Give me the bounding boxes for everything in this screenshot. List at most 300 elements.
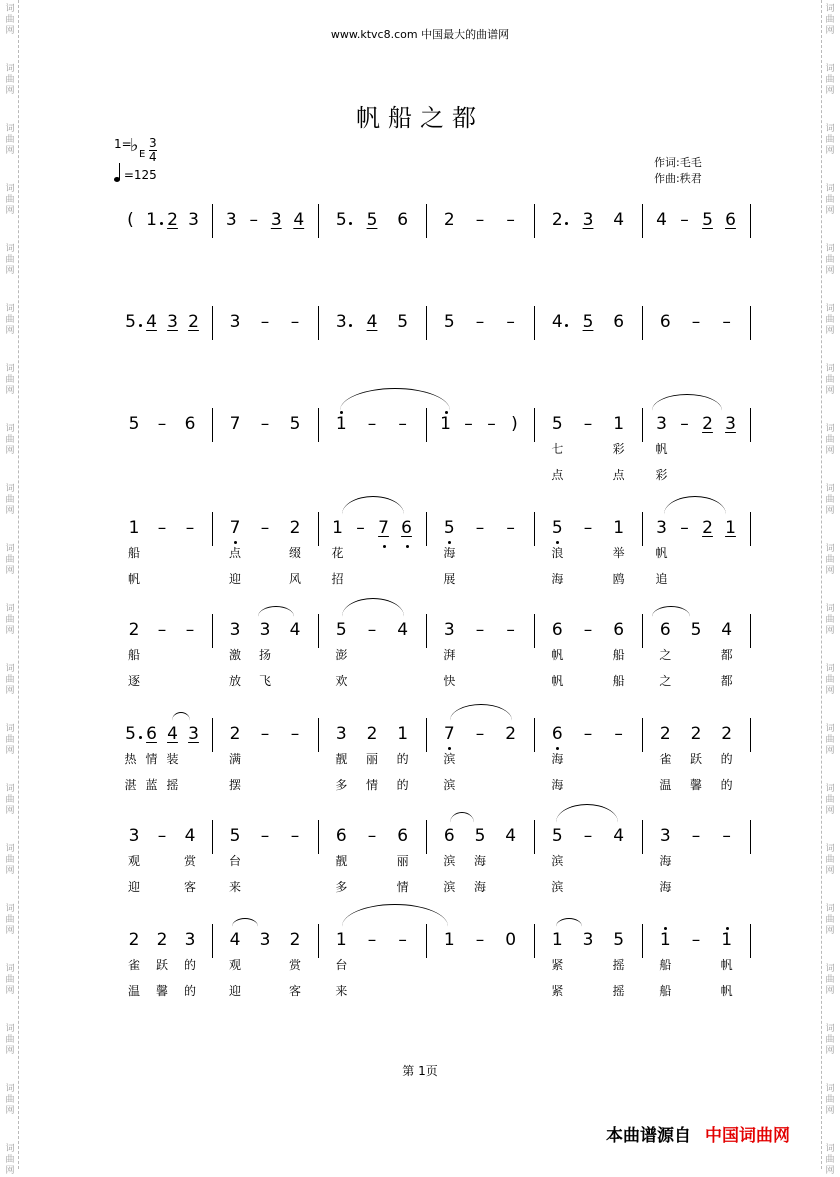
note: 2 bbox=[505, 724, 517, 744]
augmentation-dot bbox=[349, 222, 352, 225]
note: 3 bbox=[582, 210, 594, 230]
note: 4 bbox=[551, 312, 563, 332]
note: 4 bbox=[229, 930, 241, 950]
barline bbox=[534, 306, 535, 340]
note: – bbox=[680, 414, 689, 434]
note: 3 bbox=[725, 414, 736, 434]
note: 2 bbox=[659, 724, 671, 744]
barline bbox=[642, 924, 643, 958]
note: 3 bbox=[259, 620, 271, 640]
note: 3 bbox=[335, 312, 347, 332]
lyric-verse-2: 情 bbox=[396, 880, 409, 894]
slur-arc bbox=[340, 388, 450, 433]
lyric-verse-1: 紧 bbox=[551, 958, 564, 972]
lyric-verse-1: 观 bbox=[127, 854, 140, 868]
lyric-verse-2: 滨 bbox=[551, 880, 564, 894]
lyric-verse-2: 温 bbox=[659, 778, 672, 792]
barline bbox=[534, 614, 535, 648]
lyric-verse-2: 摇 bbox=[166, 778, 179, 792]
lyric-verse-2: 都 bbox=[720, 674, 733, 688]
note: 1 bbox=[397, 724, 409, 744]
watermark-mark: 词 曲 网 bbox=[825, 904, 835, 936]
barline bbox=[426, 204, 427, 238]
lyric-verse-1: 举 bbox=[612, 546, 625, 560]
lyric-verse-1: 雀 bbox=[127, 958, 140, 972]
lyric-verse-1: 跃 bbox=[155, 958, 168, 972]
barline bbox=[750, 512, 751, 546]
note: – bbox=[398, 930, 407, 950]
slur-arc bbox=[556, 918, 582, 935]
lyric-verse-2: 欢 bbox=[335, 674, 348, 688]
barline bbox=[534, 408, 535, 442]
note: 5 bbox=[125, 724, 136, 744]
note: 4 bbox=[613, 826, 625, 846]
note: 2 bbox=[128, 930, 140, 950]
lyric-verse-2: 海 bbox=[659, 880, 672, 894]
barline bbox=[750, 718, 751, 752]
lyric-verse-1: 帆 bbox=[720, 958, 733, 972]
note: – bbox=[475, 312, 485, 332]
note: 4 bbox=[184, 826, 196, 846]
watermark-mark: 词 曲 网 bbox=[5, 184, 15, 216]
key-prefix: 1= bbox=[114, 137, 132, 151]
lyric-verse-1: 湃 bbox=[443, 648, 456, 662]
note: 2 bbox=[443, 210, 455, 230]
note: 2 bbox=[229, 724, 241, 744]
lyric-verse-1: 扬 bbox=[258, 648, 271, 662]
watermark-mark: 词 曲 网 bbox=[5, 244, 15, 276]
lyric-verse-2: 摆 bbox=[228, 778, 241, 792]
lyric-verse-1: 的 bbox=[183, 958, 196, 972]
note: 7 bbox=[443, 724, 455, 744]
augmentation-dot bbox=[139, 736, 142, 739]
score-system bbox=[0, 924, 840, 1014]
barline bbox=[318, 924, 319, 958]
time-signature bbox=[149, 137, 157, 164]
watermark-mark: 词 曲 网 bbox=[825, 1084, 835, 1116]
barline bbox=[212, 614, 213, 648]
note: – bbox=[583, 414, 593, 434]
lyric-verse-2: 馨 bbox=[689, 778, 702, 792]
note: 3 bbox=[443, 620, 455, 640]
lyric-verse-2: 客 bbox=[288, 984, 301, 998]
note: 7 bbox=[229, 414, 241, 434]
note: 7 bbox=[229, 518, 241, 538]
lyric-verse-2: 追 bbox=[655, 572, 668, 586]
lyric-verse-2: 船 bbox=[612, 674, 625, 688]
note: – bbox=[691, 826, 701, 846]
lyric-verse-1: 船 bbox=[612, 648, 625, 662]
lyric-verse-1: 浪 bbox=[551, 546, 564, 560]
note: 4 bbox=[289, 620, 301, 640]
note: 5 bbox=[551, 826, 563, 846]
note: 7 bbox=[378, 518, 389, 538]
lyric-verse-2: 帆 bbox=[127, 572, 140, 586]
key-note: E bbox=[139, 149, 146, 160]
slur-arc bbox=[664, 496, 726, 533]
note: – bbox=[506, 210, 515, 230]
note: – bbox=[157, 826, 167, 846]
note: 1 bbox=[721, 930, 733, 950]
lyric-verse-1: 帆 bbox=[551, 648, 564, 662]
lyric-verse-2: 多 bbox=[335, 880, 348, 894]
note: 1 bbox=[443, 930, 455, 950]
note: 4 bbox=[397, 620, 409, 640]
watermark-mark: 词 曲 网 bbox=[5, 64, 15, 96]
note: 6 bbox=[551, 724, 563, 744]
watermark-mark: 词 曲 网 bbox=[825, 124, 835, 156]
note: 4 bbox=[721, 620, 733, 640]
note: – bbox=[475, 620, 485, 640]
note: – bbox=[475, 724, 485, 744]
note: 3 bbox=[167, 312, 178, 332]
barline bbox=[534, 718, 535, 752]
note: 5 bbox=[690, 620, 702, 640]
lyric-verse-1: 摇 bbox=[612, 958, 625, 972]
note: 6 bbox=[613, 620, 625, 640]
note: 4 bbox=[656, 210, 667, 230]
note: ) bbox=[511, 414, 518, 434]
watermark-mark: 词 曲 网 bbox=[825, 304, 835, 336]
slur-arc bbox=[652, 606, 690, 627]
note: – bbox=[614, 724, 623, 744]
note: – bbox=[506, 312, 515, 332]
note: 6 bbox=[613, 312, 625, 332]
lyric-verse-1: 点 bbox=[228, 546, 241, 560]
note: – bbox=[680, 518, 689, 538]
lyric-verse-2: 点 bbox=[612, 468, 625, 482]
note: 1 bbox=[128, 518, 140, 538]
note: – bbox=[680, 210, 689, 230]
note: 3 bbox=[225, 210, 237, 230]
note: – bbox=[583, 620, 593, 640]
barline bbox=[318, 204, 319, 238]
note: 6 bbox=[551, 620, 563, 640]
lyric-verse-2: 帆 bbox=[720, 984, 733, 998]
note: 3 bbox=[659, 826, 671, 846]
lyric-verse-2: 温 bbox=[127, 984, 140, 998]
note: 5 bbox=[551, 414, 563, 434]
tempo-value: =125 bbox=[123, 168, 157, 182]
lyric-verse-2: 逐 bbox=[127, 674, 140, 688]
score-system bbox=[0, 204, 840, 294]
barline bbox=[212, 204, 213, 238]
lyric-verse-1: 彩 bbox=[612, 442, 625, 456]
note: – bbox=[185, 518, 195, 538]
lyric-verse-2: 点 bbox=[551, 468, 564, 482]
note: 2 bbox=[702, 414, 713, 434]
barline bbox=[750, 306, 751, 340]
note: 5 bbox=[702, 210, 713, 230]
barline bbox=[318, 306, 319, 340]
score-system bbox=[0, 820, 840, 910]
lyric-verse-1: 赏 bbox=[183, 854, 196, 868]
note: 1 bbox=[551, 930, 563, 950]
note: – bbox=[691, 930, 701, 950]
note: 5 bbox=[474, 826, 486, 846]
lyric-verse-1: 丽 bbox=[396, 854, 409, 868]
tempo-mark bbox=[114, 168, 157, 182]
slur-arc bbox=[652, 394, 722, 427]
lyric-verse-2: 船 bbox=[659, 984, 672, 998]
barline bbox=[318, 512, 319, 546]
lyric-verse-1: 澎 bbox=[335, 648, 348, 662]
source-prefix: 本曲谱源自 bbox=[606, 1126, 691, 1146]
lyric-verse-2: 的 bbox=[720, 778, 733, 792]
barline bbox=[534, 924, 535, 958]
lyric-verse-2: 蓝 bbox=[145, 778, 158, 792]
time-bottom: 4 bbox=[149, 150, 157, 164]
note: 2 bbox=[289, 518, 301, 538]
note: 3 bbox=[184, 930, 196, 950]
note: – bbox=[260, 518, 270, 538]
note: 5 bbox=[128, 414, 140, 434]
composer-credit: 作曲:秩君 bbox=[654, 172, 702, 185]
barline bbox=[426, 718, 427, 752]
note: 6 bbox=[725, 210, 736, 230]
lyric-verse-2: 多 bbox=[335, 778, 348, 792]
augmentation-dot bbox=[565, 324, 568, 327]
slur-arc bbox=[342, 904, 448, 949]
lyric-verse-2: 来 bbox=[335, 984, 348, 998]
note: 1 bbox=[332, 518, 343, 538]
lyric-verse-1: 的 bbox=[720, 752, 733, 766]
augmentation-dot bbox=[139, 324, 142, 327]
watermark-mark: 词 曲 网 bbox=[5, 784, 15, 816]
watermark-mark: 词 曲 网 bbox=[825, 1024, 835, 1056]
note: 4 bbox=[366, 312, 378, 332]
note: 2 bbox=[721, 724, 733, 744]
note: 5 bbox=[229, 826, 241, 846]
watermark-mark: 词 曲 网 bbox=[5, 4, 15, 36]
slur-arc bbox=[232, 918, 258, 935]
lyric-verse-1: 海 bbox=[473, 854, 486, 868]
barline bbox=[534, 820, 535, 854]
note: 3 bbox=[188, 210, 199, 230]
barline bbox=[426, 820, 427, 854]
lyric-verse-2: 展 bbox=[443, 572, 456, 586]
lyric-verse-1: 滨 bbox=[443, 752, 456, 766]
lyric-verse-2: 彩 bbox=[655, 468, 668, 482]
lyric-verse-1: 船 bbox=[659, 958, 672, 972]
lyric-verse-2: 湛 bbox=[124, 778, 137, 792]
lyric-verse-1: 都 bbox=[720, 648, 733, 662]
note: – bbox=[464, 414, 473, 434]
score-system bbox=[0, 512, 840, 602]
barline bbox=[750, 614, 751, 648]
note: – bbox=[367, 826, 377, 846]
note: – bbox=[290, 826, 300, 846]
watermark-mark: 词 曲 网 bbox=[825, 484, 835, 516]
lyric-verse-1: 台 bbox=[335, 958, 348, 972]
augmentation-dot bbox=[160, 222, 163, 225]
note: 2 bbox=[167, 210, 178, 230]
note: 1 bbox=[725, 518, 736, 538]
lyric-verse-2: 招 bbox=[331, 572, 344, 586]
note: 2 bbox=[188, 312, 199, 332]
note: 2 bbox=[551, 210, 563, 230]
site-header: www.ktvc8.com 中国最大的曲谱网 bbox=[330, 28, 510, 41]
lyric-verse-1: 雀 bbox=[659, 752, 672, 766]
barline bbox=[318, 718, 319, 752]
lyric-verse-2: 鸥 bbox=[612, 572, 625, 586]
lyric-verse-2: 之 bbox=[659, 674, 672, 688]
barline bbox=[426, 306, 427, 340]
note: 5 bbox=[443, 312, 455, 332]
lyric-verse-1: 丽 bbox=[365, 752, 378, 766]
lyric-verse-2: 情 bbox=[365, 778, 378, 792]
note: 3 bbox=[656, 414, 667, 434]
barline bbox=[642, 512, 643, 546]
watermark-mark: 词 曲 网 bbox=[825, 604, 835, 636]
watermark-mark: 词 曲 网 bbox=[825, 64, 835, 96]
note: – bbox=[583, 724, 593, 744]
octave-low-dot bbox=[406, 545, 409, 548]
lyric-verse-1: 跃 bbox=[689, 752, 702, 766]
barline bbox=[318, 614, 319, 648]
barline bbox=[750, 924, 751, 958]
watermark-mark: 词 曲 网 bbox=[5, 1024, 15, 1056]
note: 5 bbox=[582, 312, 594, 332]
slur-arc bbox=[450, 704, 512, 737]
watermark-mark: 词 曲 网 bbox=[825, 244, 835, 276]
note: 1 bbox=[146, 210, 157, 230]
note: – bbox=[506, 518, 515, 538]
note: 3 bbox=[188, 724, 199, 744]
note: – bbox=[249, 210, 258, 230]
note: – bbox=[356, 518, 365, 538]
note: 5 bbox=[335, 210, 347, 230]
slur-arc bbox=[342, 598, 404, 635]
lyric-verse-2: 摇 bbox=[612, 984, 625, 998]
slur-arc bbox=[342, 496, 404, 533]
lyric-verse-1: 满 bbox=[228, 752, 241, 766]
lyric-verse-1: 台 bbox=[228, 854, 241, 868]
page-number: 第 1页 bbox=[402, 1064, 438, 1078]
lyric-verse-1: 赏 bbox=[288, 958, 301, 972]
lyric-verse-1: 靓 bbox=[335, 854, 348, 868]
watermark-mark: 词 曲 网 bbox=[825, 364, 835, 396]
lyric-verse-2: 海 bbox=[551, 572, 564, 586]
lyric-verse-1: 滨 bbox=[551, 854, 564, 868]
lyric-verse-2: 放 bbox=[228, 674, 241, 688]
lyric-verse-2: 的 bbox=[183, 984, 196, 998]
lyric-verse-2: 客 bbox=[183, 880, 196, 894]
watermark-mark: 词 曲 网 bbox=[825, 4, 835, 36]
note: 1 bbox=[659, 930, 671, 950]
barline bbox=[642, 306, 643, 340]
lyric-verse-2: 的 bbox=[396, 778, 409, 792]
note: 2 bbox=[702, 518, 713, 538]
note: 4 bbox=[293, 210, 305, 230]
note: 3 bbox=[270, 210, 282, 230]
lyric-verse-2: 迎 bbox=[228, 572, 241, 586]
note: – bbox=[260, 414, 270, 434]
score-system bbox=[0, 718, 840, 808]
note: – bbox=[722, 826, 731, 846]
watermark-mark: 词 曲 网 bbox=[825, 664, 835, 696]
lyric-verse-1: 帆 bbox=[655, 442, 668, 456]
note: 3 bbox=[582, 930, 594, 950]
note: 3 bbox=[656, 518, 667, 538]
note: ( bbox=[127, 210, 134, 230]
lyric-verse-2: 紧 bbox=[551, 984, 564, 998]
octave-low-dot bbox=[383, 545, 386, 548]
note: 1 bbox=[440, 414, 451, 434]
watermark-mark: 词 曲 网 bbox=[825, 1144, 835, 1176]
watermark-mark: 词 曲 网 bbox=[825, 424, 835, 456]
watermark-mark: 词 曲 网 bbox=[5, 964, 15, 996]
watermark-mark: 词 曲 网 bbox=[5, 484, 15, 516]
barline bbox=[642, 614, 643, 648]
note: – bbox=[260, 724, 270, 744]
lyric-verse-2: 风 bbox=[288, 572, 301, 586]
key-signature bbox=[114, 135, 157, 164]
note: – bbox=[290, 724, 300, 744]
lyric-verse-2: 海 bbox=[551, 778, 564, 792]
watermark-mark: 词 曲 网 bbox=[5, 424, 15, 456]
note: – bbox=[260, 312, 270, 332]
barline bbox=[212, 306, 213, 340]
note: 3 bbox=[128, 826, 140, 846]
note: 2 bbox=[128, 620, 140, 640]
note: – bbox=[157, 414, 167, 434]
note: – bbox=[260, 826, 270, 846]
barline bbox=[642, 204, 643, 238]
lyric-verse-1: 情 bbox=[145, 752, 158, 766]
watermark-mark: 词 曲 网 bbox=[825, 724, 835, 756]
watermark-mark: 词 曲 网 bbox=[5, 1144, 15, 1176]
page-title: 帆船之都 bbox=[356, 104, 484, 132]
watermark-mark: 词 曲 网 bbox=[5, 544, 15, 576]
watermark-mark: 词 曲 网 bbox=[825, 544, 835, 576]
note: 5 bbox=[125, 312, 136, 332]
note: 1 bbox=[613, 518, 625, 538]
note: 1 bbox=[335, 414, 347, 434]
note: 6 bbox=[443, 826, 455, 846]
lyric-verse-2: 海 bbox=[473, 880, 486, 894]
note: – bbox=[367, 930, 377, 950]
note: 2 bbox=[156, 930, 168, 950]
lyric-verse-1: 之 bbox=[659, 648, 672, 662]
note: 4 bbox=[505, 826, 517, 846]
note: 3 bbox=[229, 312, 241, 332]
note: 2 bbox=[366, 724, 378, 744]
barline bbox=[318, 408, 319, 442]
note: 3 bbox=[335, 724, 347, 744]
source-credit bbox=[606, 1121, 790, 1146]
slur-arc bbox=[556, 804, 618, 841]
lyric-verse-1: 装 bbox=[166, 752, 179, 766]
lyric-verse-1: 海 bbox=[443, 546, 456, 560]
score-system bbox=[0, 306, 840, 396]
lyric-verse-1: 靓 bbox=[335, 752, 348, 766]
lyric-verse-1: 缀 bbox=[288, 546, 301, 560]
lyricist-credit: 作词:毛毛 bbox=[654, 156, 702, 169]
octave-high-dot bbox=[726, 927, 729, 930]
note: 5 bbox=[335, 620, 347, 640]
lyric-verse-2: 帆 bbox=[551, 674, 564, 688]
note: 3 bbox=[229, 620, 241, 640]
quarter-note-icon bbox=[114, 177, 120, 182]
lyric-verse-1: 船 bbox=[127, 648, 140, 662]
watermark-mark: 词 曲 网 bbox=[5, 724, 15, 756]
note: 2 bbox=[289, 930, 301, 950]
barline bbox=[642, 408, 643, 442]
note: 1 bbox=[613, 414, 625, 434]
lyric-verse-2: 来 bbox=[228, 880, 241, 894]
note: – bbox=[506, 620, 515, 640]
